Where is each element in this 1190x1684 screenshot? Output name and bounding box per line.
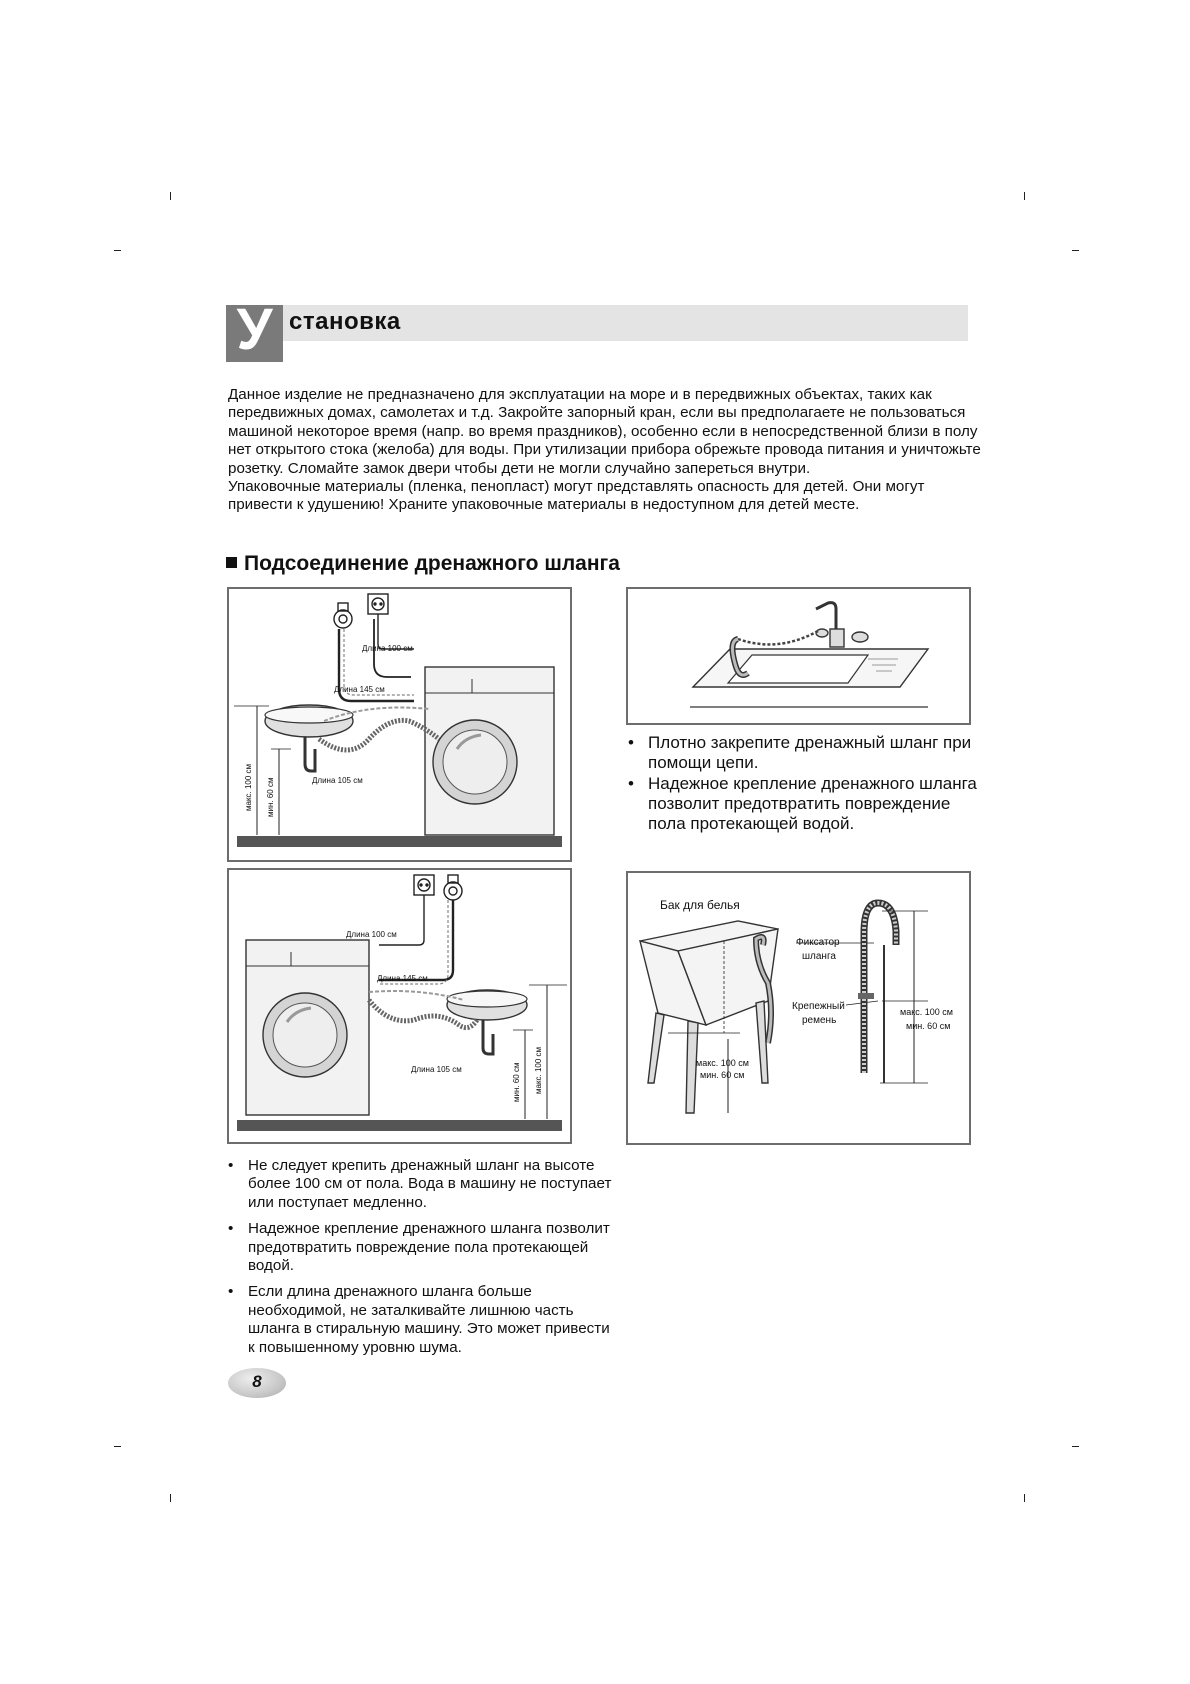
list-item: • Плотно закрепите дренажный шланг при помощи цепи. (628, 733, 978, 773)
max-height-label: макс. 100 см (534, 1046, 543, 1094)
max-height-label: макс. 100 см (900, 1007, 953, 1017)
fixer-label: Фиксатор (796, 937, 840, 948)
drain-hose-diagram-2 (227, 868, 572, 1144)
min-height-label: мин. 60 см (906, 1021, 951, 1031)
floor (237, 836, 562, 847)
crop-mark (170, 192, 171, 200)
crop-mark (1024, 192, 1025, 200)
fixer-label: шланга (802, 951, 836, 962)
length-label: Длина 105 см (312, 776, 363, 785)
chain (738, 631, 818, 644)
list-item: • Надежное крепление дренажного шланга позволит предотвратить повреждение пола протекающей водой. (628, 774, 978, 834)
length-label: Длина 100 см (346, 930, 397, 939)
max-height-label: макс. 100 см (244, 763, 253, 811)
intro-paragraph: Упаковочные материалы (пленка, пенопласт) могут представлять опасность для детей. Они могут привести к удушению! Храните упаковочные материалы в недоступном для детей месте. (228, 478, 925, 514)
drain-hose-diagram-1 (227, 587, 572, 862)
min-height-label: мин. 60 см (700, 1070, 745, 1080)
section-title (226, 552, 620, 576)
strap-label: ремень (802, 1015, 837, 1026)
sink-chain-diagram (626, 587, 971, 725)
page-title: становка (289, 308, 401, 335)
washing-machine (425, 667, 554, 835)
crop-mark (170, 1494, 171, 1502)
intro-text (228, 386, 988, 515)
crop-mark (1024, 1494, 1025, 1502)
square-bullet-icon (226, 557, 237, 568)
intro-paragraph: Данное изделие не предназначено для эксплуатации на море и в передвижных объектах, таких как передвижных домах, самолетах и т.д. Закройте запорный кран, если вы предполагаете не пользоваться машиной некоторое время (напр. во время праздников), особенно если в непосредственной близи в полу нет открытого стока (желоба) для воды. При утилизации прибора обрежьте провода питания и уничтожьте розетку. Сломайте замок двери чтобы дети не могли случайно запереться внутри. (228, 386, 981, 477)
laundry-tub-diagram (626, 871, 971, 1145)
crop-mark (1072, 1446, 1079, 1447)
sink-basin (690, 649, 928, 707)
bullet-list-left (228, 1157, 618, 1365)
washing-machine (246, 940, 369, 1115)
crop-mark (114, 250, 121, 251)
crop-mark (114, 1446, 121, 1447)
min-height-label: мин. 60 см (266, 777, 275, 817)
max-height-label: макс. 100 см (696, 1058, 749, 1068)
length-label: Длина 105 см (411, 1065, 462, 1074)
hose-holder (858, 903, 896, 1083)
min-height-label: мин. 60 см (512, 1062, 521, 1102)
header-letter: У (236, 297, 273, 362)
length-label: Длина 145 см (377, 974, 428, 983)
crop-mark (1072, 250, 1079, 251)
tub-label: Бак для белья (660, 898, 740, 912)
floor (237, 1120, 562, 1131)
length-label: Длина 145 см (334, 685, 385, 694)
list-item: • Если длина дренажного шланга больше необходимой, не заталкивайте лишнюю часть шланга в стиральную машину. Это может привести к повышенному уровню шума. (228, 1283, 618, 1357)
faucet-icon (816, 603, 868, 647)
length-label: Длина 100 см (362, 644, 413, 653)
bullet-list-right (628, 733, 978, 835)
list-item: • Не следует крепить дренажный шланг на высоте более 100 см от пола. Вода в машину не поступает или поступает медленно. (228, 1157, 618, 1212)
water-tap-icon (334, 603, 352, 628)
strap-label: Крепежный (792, 1001, 845, 1012)
section-title-text: Подсоединение дренажного шланга (244, 552, 620, 575)
sink (265, 705, 353, 771)
inlet-hose (379, 900, 453, 980)
list-item: • Надежное крепление дренажного шланга позволит предотвратить повреждение пола протекающей водой. (228, 1220, 618, 1275)
page-number: 8 (252, 1372, 262, 1391)
water-tap-icon (444, 875, 462, 900)
